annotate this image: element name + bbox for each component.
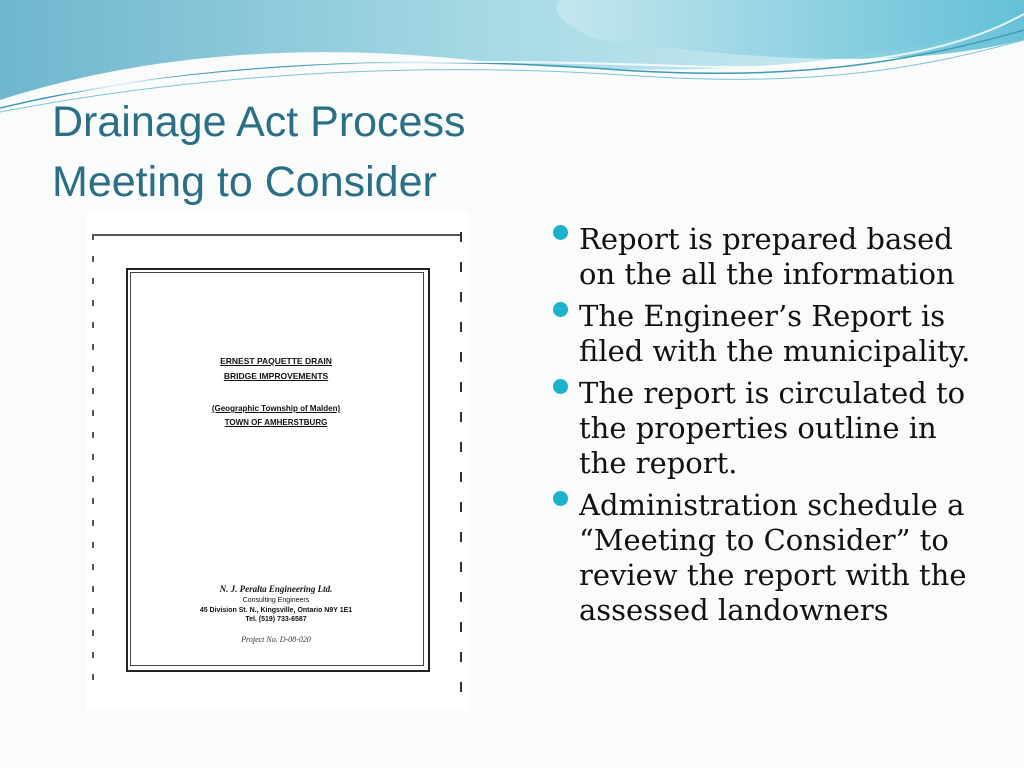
cover-subtitle: BRIDGE IMPROVEMENTS xyxy=(223,371,329,381)
bullet-text: The report is circulated to the properties outline in the report. xyxy=(579,376,966,480)
bullet-item xyxy=(550,488,990,628)
scan-edge xyxy=(92,234,460,236)
slide-title xyxy=(52,92,465,212)
report-cover-image xyxy=(86,212,469,710)
bullet-dot-icon xyxy=(553,302,568,317)
bullet-dot-icon xyxy=(553,491,568,506)
scan-edge xyxy=(460,232,462,692)
cover-address: 45 Division St. N., Kingsville, Ontario N9Y 1E1 xyxy=(199,607,353,614)
bullet-item xyxy=(550,222,990,292)
bullet-item xyxy=(550,376,990,481)
bullet-item xyxy=(550,299,990,369)
cover-phone: Tel. (519) 733-6587 xyxy=(245,616,307,623)
bullet-dot-icon xyxy=(553,225,568,240)
bullet-list xyxy=(550,222,990,635)
cover-project-number: Project No. D-08-020 xyxy=(241,635,311,644)
title-line-2: Meeting to Consider xyxy=(52,158,437,206)
cover-firm: N. J. Peralta Engineering Ltd. xyxy=(219,584,333,594)
bullet-text: The Engineer’s Report is filed with the municipality. xyxy=(579,299,971,368)
bullet-text: Report is prepared based on the all the information xyxy=(579,222,955,291)
title-line-1: Drainage Act Process xyxy=(52,98,466,146)
bullet-text: Administration schedule a “Meeting to Consider” to review the report with the assessed landowners xyxy=(579,488,967,627)
cover-township: (Geographic Township of Malden) xyxy=(211,404,341,413)
bullet-dot-icon xyxy=(553,379,568,394)
scan-edge xyxy=(92,234,94,694)
cover-town: TOWN OF AMHERSTBURG xyxy=(224,418,328,427)
cover-firm-sub: Consulting Engineers xyxy=(242,597,310,604)
cover-drain-name: ERNEST PAQUETTE DRAIN xyxy=(220,356,332,366)
